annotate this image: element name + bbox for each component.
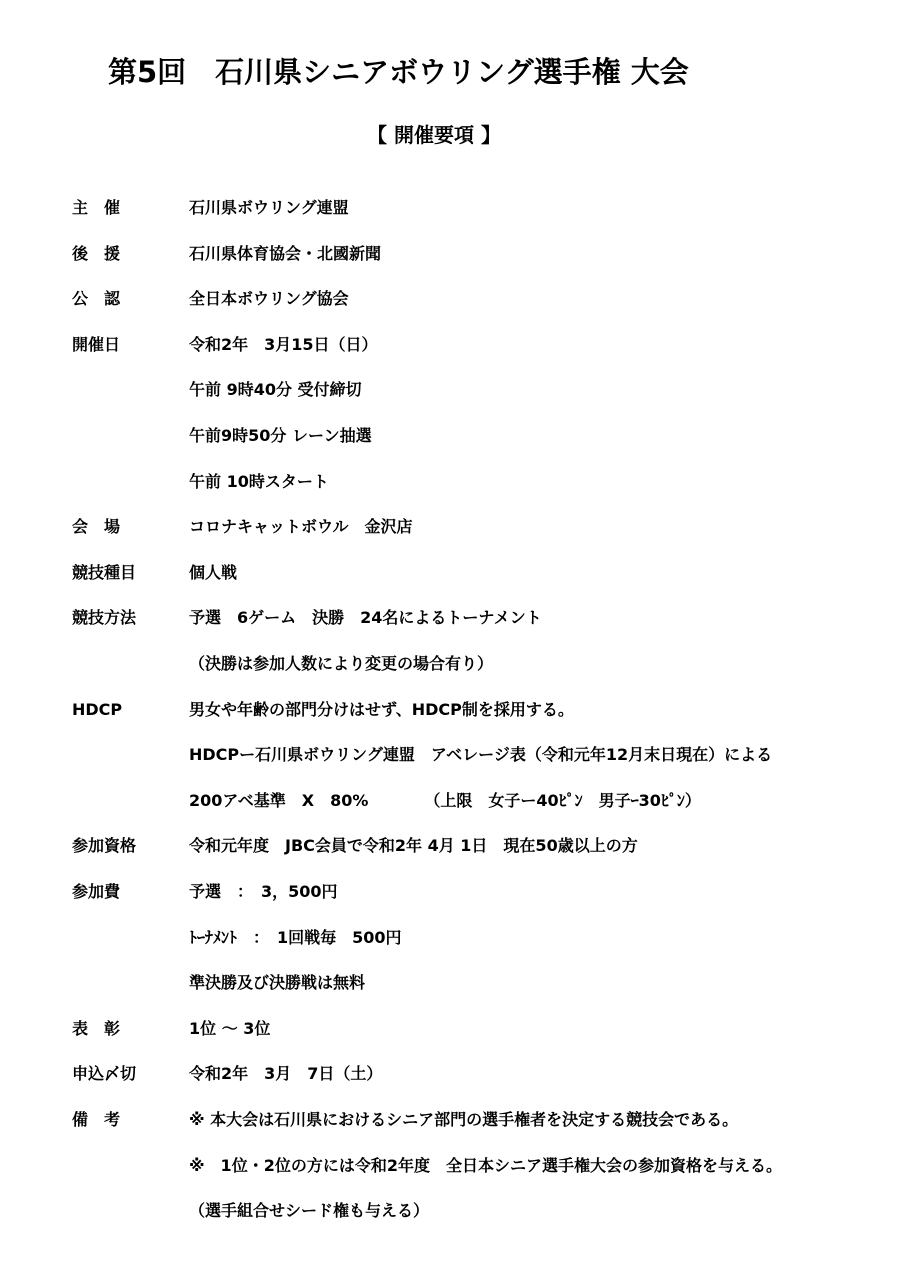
section-value: 午前9時50分 レーン抽選	[189, 426, 372, 445]
section-label: 会 場	[72, 517, 121, 537]
section-value: 準決勝及び決勝戦は無料	[189, 973, 366, 993]
section-label: 表 彰	[72, 1018, 121, 1038]
section-row	[0, 1059, 900, 1089]
document-title: 第5回 石川県シニアボウリング選手権 大会	[108, 55, 689, 89]
section-label: 備 考	[72, 1110, 121, 1129]
section-value: 全日本ボウリング協会	[189, 289, 349, 309]
section-label: 競技種目	[72, 562, 137, 582]
section-label: HDCP	[72, 699, 123, 719]
section-row	[0, 284, 900, 314]
section-value: 予選 6ゲーム 決勝 24名によるトーナメント	[189, 608, 542, 628]
section-row	[0, 968, 900, 998]
section-row	[0, 695, 900, 725]
section-value: 個人戦	[189, 562, 238, 582]
section-row	[0, 649, 900, 679]
section-value: HDCPー石川県ボウリング連盟 アベレージ表（令和元年12月末日現在）による	[189, 745, 773, 765]
section-row	[0, 831, 900, 861]
section-value: 予選 ： 3，500円	[189, 882, 338, 901]
section-value: 200アベ基準 X 80% （上限 女子ー40ﾋﾟﾝ 男子ｰ30ﾋﾟﾝ）	[189, 790, 701, 810]
section-label: 後 援	[72, 243, 121, 263]
section-row	[0, 1105, 900, 1135]
section-row	[0, 603, 900, 633]
section-value: 午前 9時40分 受付締切	[189, 380, 362, 400]
section-label: 公 認	[72, 289, 121, 309]
section-label: 主 催	[72, 198, 121, 217]
section-value: ※ 1位・2位の方には令和2年度 全日本シニア選手権大会の参加資格を与える。	[189, 1155, 782, 1175]
section-row	[0, 877, 900, 907]
section-label: 競技方法	[72, 608, 137, 628]
section-value: ﾄｰﾅﾒﾝﾄ ： 1回戦毎 500円	[189, 927, 402, 947]
section-label: 参加費	[72, 882, 121, 901]
section-row	[0, 1151, 900, 1181]
section-row	[0, 1196, 900, 1226]
section-value: （選手組合せシード権も与える）	[189, 1201, 430, 1221]
section-value: 石川県体育協会・北國新聞	[189, 243, 382, 263]
section-row	[0, 467, 900, 497]
section-value: 午前 10時スタート	[189, 471, 329, 491]
section-value: 令和2年 3月15日（日）	[189, 334, 378, 354]
section-label: 申込〆切	[72, 1064, 137, 1084]
section-value: 1位 ～ 3位	[189, 1018, 271, 1038]
section-value: （決勝は参加人数により変更の場合有り）	[189, 654, 494, 673]
section-row	[0, 330, 900, 360]
section-row	[0, 558, 900, 588]
section-row	[0, 740, 900, 770]
section-row	[0, 786, 900, 816]
section-label: 開催日	[72, 334, 121, 354]
section-row	[0, 923, 900, 953]
section-value: 男女や年齢の部門分けはせず、HDCP制を採用する。	[189, 699, 574, 719]
section-row	[0, 512, 900, 542]
section-value: 石川県ボウリング連盟	[189, 198, 349, 217]
section-label: 参加資格	[72, 836, 137, 856]
section-row	[0, 239, 900, 269]
section-row	[0, 1014, 900, 1044]
document-subtitle: 【 開催要項 】	[367, 123, 501, 147]
section-row	[0, 193, 900, 223]
section-row	[0, 375, 900, 405]
section-value: 令和2年 3月 7日（土）	[189, 1064, 383, 1084]
section-value: コロナキャットボウル 金沢店	[189, 517, 413, 537]
section-value: ※ 本大会は石川県におけるシニア部門の選手権者を決定する競技会である。	[189, 1110, 739, 1129]
section-row	[0, 421, 900, 451]
section-value: 令和元年度 JBC会員で令和2年 4月 1日 現在50歳以上の方	[189, 836, 638, 856]
